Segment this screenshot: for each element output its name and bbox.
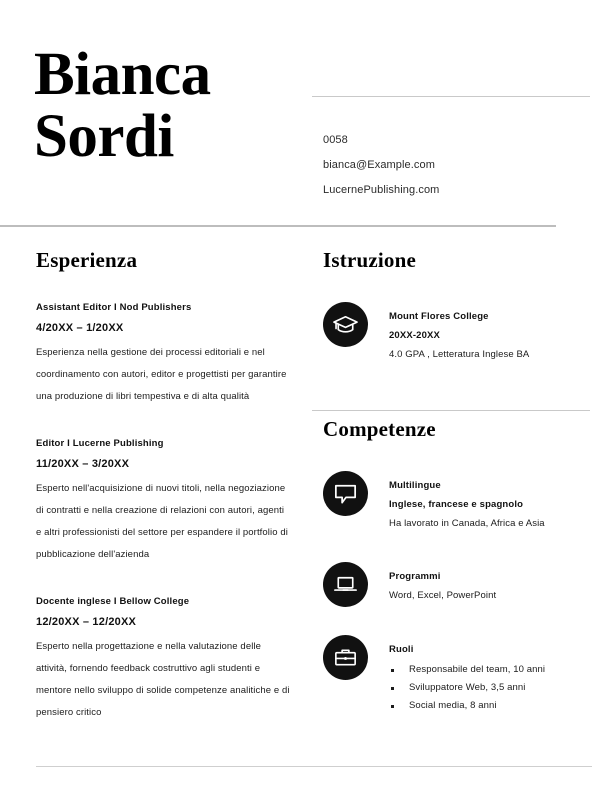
skill-name: Programmi [389, 571, 441, 582]
resume-header [0, 0, 600, 226]
education-entry [323, 302, 585, 364]
skills-section [323, 417, 585, 715]
skill-name: Multilingue [389, 480, 441, 491]
education-section [323, 248, 585, 364]
experience-entry [36, 592, 292, 724]
contact-info [323, 128, 593, 203]
contact-id: 0058 [323, 134, 348, 146]
skill-details [389, 562, 496, 605]
contact-email[interactable]: bianca@Example.com [323, 159, 436, 171]
skill-details [389, 471, 545, 533]
skills-divider [312, 410, 590, 411]
experience-entry [36, 298, 292, 408]
school-detail: 4.0 GPA , Letteratura Inglese BA [389, 349, 530, 360]
skill-line2: Inglese, francese e spagnolo [389, 499, 524, 510]
experience-section [36, 248, 292, 724]
footer-divider [36, 766, 592, 767]
job-description: Esperto nella progettazione e nella valutazione delle attività, fornendo feedback costruttivo agli studenti e mentore nello sviluppo di solide competenze analitiche e di pensiero critico [36, 641, 290, 718]
job-dates: 4/20XX – 1/20XX [36, 322, 124, 334]
speech-bubble-icon [323, 471, 368, 516]
first-name: Bianca [34, 41, 211, 108]
last-name: Sordi [34, 103, 174, 170]
job-title: Editor I Lucerne Publishing [36, 438, 164, 449]
skill-line3: Ha lavorato in Canada, Africa e Asia [389, 518, 545, 529]
skills-title: Competenze [323, 417, 436, 441]
header-divider [0, 225, 556, 227]
skill-entry [323, 562, 585, 607]
candidate-name [34, 41, 304, 170]
experience-title: Esperienza [36, 248, 138, 272]
contact-website[interactable]: LucernePublishing.com [323, 184, 440, 196]
job-description: Esperienza nella gestione dei processi editoriali e nel coordinamento con autori, editor e progettisti per garantire una produzione di libri tempestiva e di alta qualità [36, 347, 287, 402]
right-column [323, 248, 585, 715]
job-title: Assistant Editor I Nod Publishers [36, 302, 192, 313]
job-dates: 12/20XX – 12/20XX [36, 616, 137, 628]
experience-entry [36, 434, 292, 566]
job-dates: 11/20XX – 3/20XX [36, 458, 130, 470]
contact-divider [312, 96, 590, 97]
skill-bullet: Social media, 8 anni [389, 697, 545, 715]
skill-entry [323, 635, 585, 715]
school-dates: 20XX-20XX [389, 330, 440, 341]
skill-line3: Word, Excel, PowerPoint [389, 590, 497, 601]
skill-entry [323, 471, 585, 533]
school-name: Mount Flores College [389, 311, 489, 322]
job-description: Esperto nell'acquisizione di nuovi titoli, nella negoziazione di contratti e nella creazione di relazioni con autori, agenti e altri professionisti del settore per espandere il portfolio di pubblicazione dell'azienda [36, 483, 288, 560]
skill-bullet: Sviluppatore Web, 3,5 anni [389, 679, 545, 697]
laptop-icon [323, 562, 368, 607]
graduation-cap-icon [323, 302, 368, 347]
briefcase-icon [323, 635, 368, 680]
job-title: Docente inglese I Bellow College [36, 596, 190, 607]
education-title: Istruzione [323, 248, 416, 272]
skill-bullet: Responsabile del team, 10 anni [389, 661, 545, 679]
skill-details [389, 635, 545, 715]
education-details [389, 302, 529, 364]
skill-name: Ruoli [389, 644, 414, 655]
skill-bullet-list [389, 661, 545, 715]
